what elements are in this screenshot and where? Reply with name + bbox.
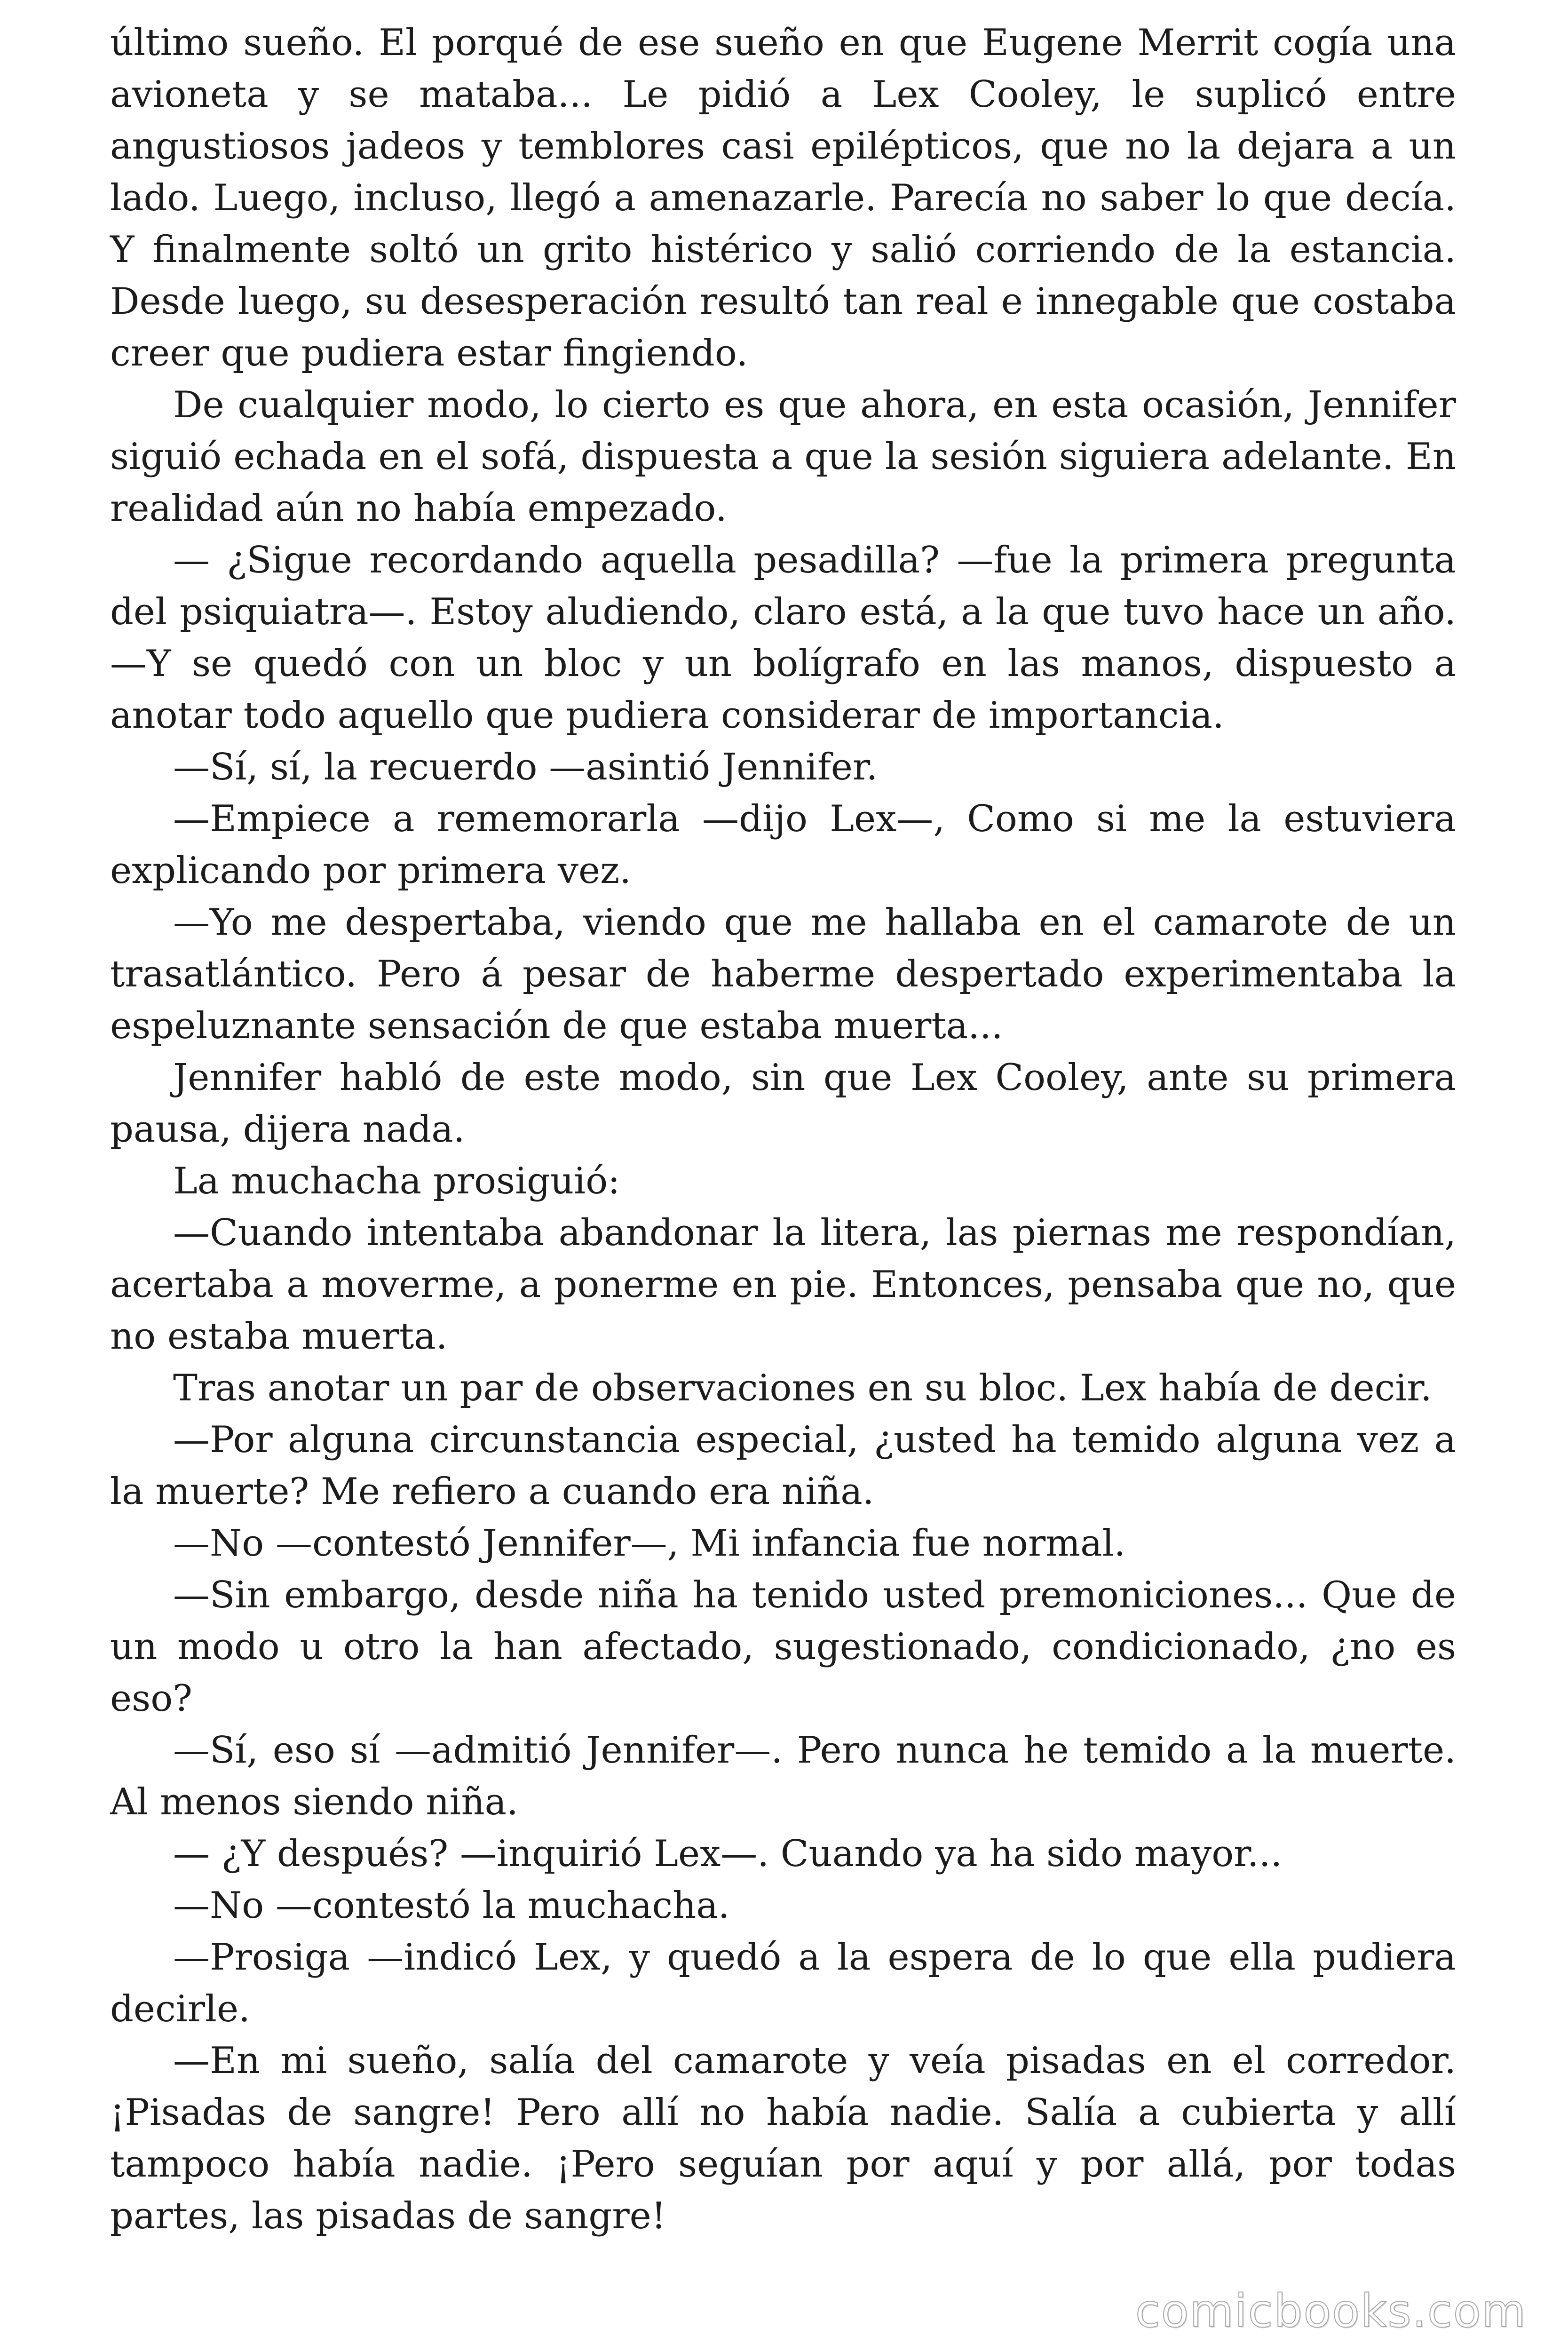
watermark: comicbooks.com (1135, 2285, 1527, 2337)
paragraph: Tras anotar un par de observaciones en su bloc. Lex había de decir. (173, 1367, 1432, 1409)
paragraph: Jennifer habló de este modo, sin que Lex Cooley, ante su primera pausa, dijera nada. (110, 1057, 1456, 1151)
paragraph: —Cuando intentaba abandonar la litera, las piernas me respondían, acertaba a moverme, a ponerme en pie. Entonces, pensaba que no, que no estaba muerta. (110, 1212, 1456, 1358)
paragraph: —Sí, sí, la recuerdo —asintió Jennifer. (173, 746, 878, 788)
paragraph: —No —contestó la muchacha. (173, 1884, 730, 1927)
paragraph: — ¿Y después? —inquirió Lex—. Cuando ya ha sido mayor... (173, 1833, 1283, 1875)
paragraph: —Empiece a rememorarla —dijo Lex—, Como si me la estuviera explicando por primera vez. (110, 798, 1456, 892)
paragraph: —Sí, eso sí —admitió Jennifer—. Pero nunca he temido a la muerte. Al menos siendo niña. (110, 1729, 1456, 1823)
paragraph: La muchacha prosiguió: (173, 1160, 620, 1202)
paragraph: —No —contestó Jennifer—, Mi infancia fue normal. (173, 1522, 1126, 1565)
document-page (110, 17, 1456, 2242)
paragraph: —Prosiga —indicó Lex, y quedó a la espera de lo que ella pudiera decirle. (110, 1936, 1456, 2030)
paragraph: De cualquier modo, lo cierto es que ahora, en esta ocasión, Jennifer siguió echada en el sofá, dispuesta a que la sesión siguiera adelante. En realidad aún no había empezado. (110, 384, 1456, 530)
paragraph: —Yo me despertaba, viendo que me hallaba en el camarote de un trasatlántico. Pero á pesar de haberme despertado experimentaba la espeluznante sensación de que estaba muerta... (110, 901, 1456, 1047)
paragraph: —En mi sueño, salía del camarote y veía pisadas en el corredor. ¡Pisadas de sangre! Pero allí no había nadie. Salía a cubierta y allí tampoco había nadie. ¡Pero seguían por aquí y por allá, por todas partes, las pisadas de sangre! (110, 2040, 1456, 2237)
paragraph: —Sin embargo, desde niña ha tenido usted premoniciones... Que de un modo u otro la han afectado, sugestionado, condicionado, ¿no es eso? (110, 1574, 1456, 1720)
paragraph: —Por alguna circunstancia especial, ¿usted ha temido alguna vez a la muerte? Me refiero a cuando era niña. (110, 1419, 1456, 1513)
paragraph: último sueño. El porqué de ese sueño en que Eugene Merrit cogía una avioneta y se mataba... Le pidió a Lex Cooley, le suplicó entre angustiosos jadeos y temblores casi epilépticos, que no la dejara a un lado. Luego, incluso, llegó a amenazarle. Parecía no saber lo que decía. Y finalmente soltó un grito histérico y salió corriendo de la estancia. Desde luego, su desesperación resultó tan real e innegable que costaba creer que pudiera estar fingiendo. (110, 22, 1456, 374)
paragraph: — ¿Sigue recordando aquella pesadilla? —fue la primera pregunta del psiquiatra—. Estoy aludiendo, claro está, a la que tuvo hace un año. —Y se quedó con un bloc y un bolígrafo en las manos, dispuesto a anotar todo aquello que pudiera considerar de importancia. (110, 539, 1456, 737)
